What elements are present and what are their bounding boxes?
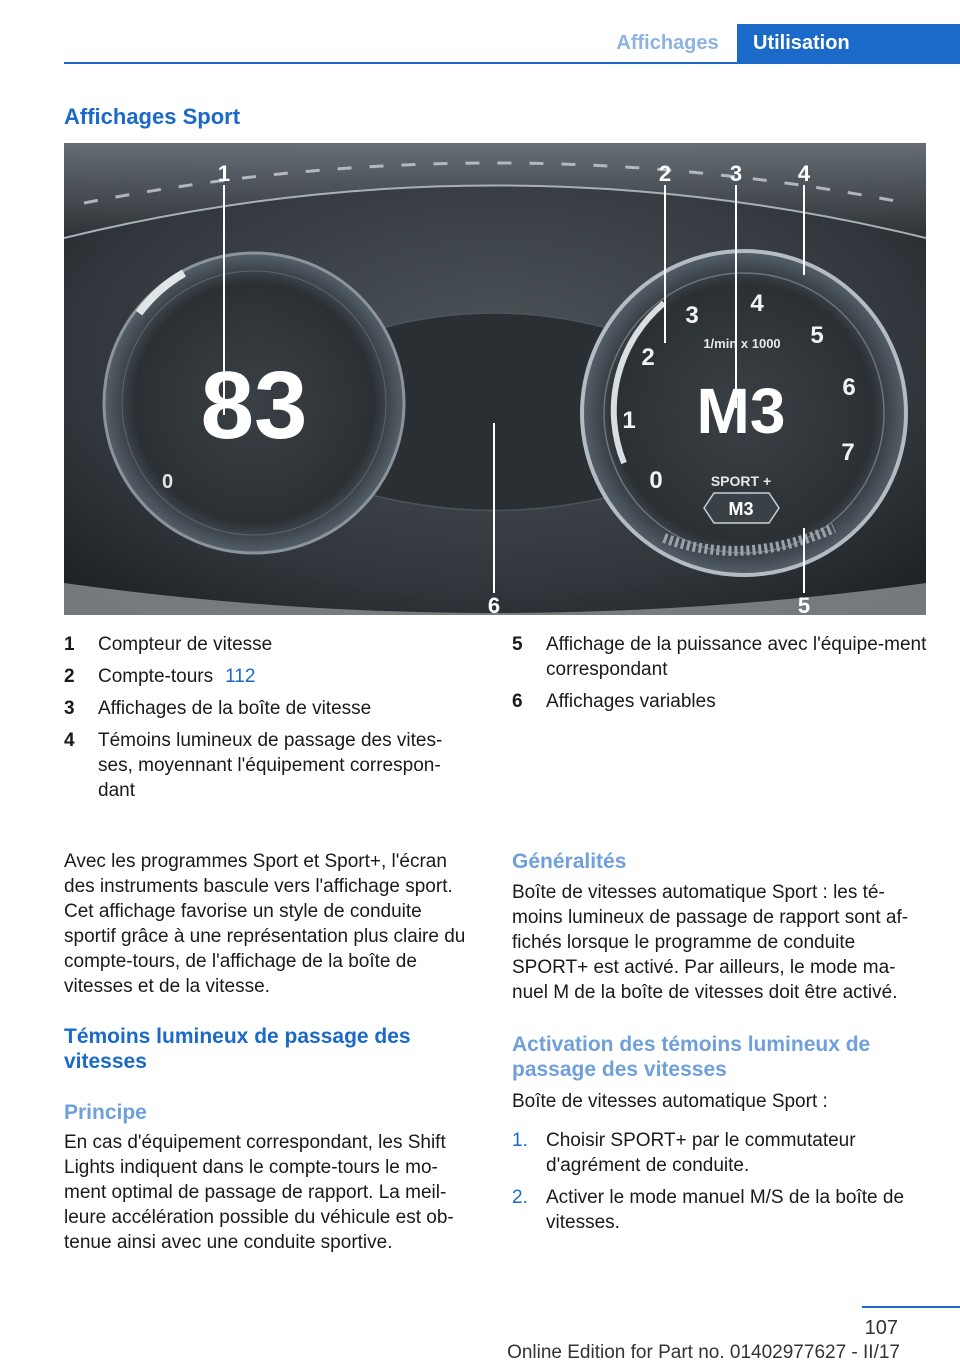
gear-value: M3	[696, 375, 786, 447]
legend-number: 6	[512, 691, 523, 712]
legend-text: Affichages de la boîte de vitesse	[98, 698, 372, 719]
tach-label-5: 5	[810, 322, 824, 349]
page-reference-link[interactable]: 112	[225, 666, 256, 687]
tach-label-6: 6	[842, 374, 856, 401]
intro-paragraph: Avec les programmes Sport et Sport+, l'écran des instruments bascule vers l'affichage sport. Cet affichage favorise un style de conduite sportif grâce à une représentation plus claire du compte-tours, de l'affichage de la boîte de vitesses et de la vitesse.	[64, 851, 466, 997]
legend-item-4	[64, 728, 464, 803]
footer-rule	[862, 1306, 960, 1308]
legend-text: Affichages variables	[546, 691, 716, 712]
tach-label-4: 4	[750, 290, 764, 317]
legend-text: Compteur de vitesse	[98, 634, 273, 655]
legend-text	[98, 664, 464, 689]
legend-text: Témoins lumineux de passage des vites-ses, moyennant l'équipement correspon-dant	[98, 730, 443, 801]
legend-number: 5	[512, 634, 523, 655]
legend-number: 4	[64, 730, 75, 751]
callout-5: 5	[797, 593, 811, 615]
legend-item-2	[64, 664, 464, 689]
heading-principe: Principe	[64, 1101, 147, 1124]
tach-label-1: 1	[622, 407, 636, 434]
legend-item-5	[512, 632, 930, 682]
generalites-paragraph: Boîte de vitesses automatique Sport : les té-moins lumineux de passage de rapport sont af-fichés lorsque le programme de conduite SPORT+ est activé. Par ailleurs, le mode ma-nuel M de la boîte de vitesses doit être activé.	[512, 882, 909, 1003]
legend-number: 3	[64, 698, 75, 719]
tach-label-2: 2	[641, 344, 655, 371]
step-number: 1.	[512, 1130, 528, 1151]
section-title: Affichages Sport	[64, 104, 241, 129]
principe-paragraph: En cas d'équipement correspondant, les Shift Lights indiquent dans le compte-tours le mo-ment optimal de passage de rapport. La meil-leure accélération possible du véhicule est ob-tenue ainsi avec une conduite sportive.	[64, 1132, 454, 1253]
callout-3: 3	[729, 161, 743, 186]
callout-1: 1	[217, 161, 231, 186]
legend-text: Affichage de la puissance avec l'équipe-ment correspondant	[546, 634, 927, 680]
step-item-2	[512, 1185, 930, 1235]
tach-label-7: 7	[841, 439, 855, 466]
speed-value: 83	[200, 352, 308, 459]
tach-label-3: 3	[685, 302, 699, 329]
step-number: 2.	[512, 1187, 528, 1208]
legend-number: 2	[64, 666, 75, 687]
gear-badge: M3	[728, 499, 754, 519]
sport-mode-label: SPORT +	[710, 473, 772, 489]
page-number: 107	[864, 1317, 898, 1339]
legend-item-3	[64, 696, 464, 721]
speed-zero-label: 0	[162, 471, 174, 493]
header-tab-utilisation[interactable]: Utilisation	[737, 24, 960, 62]
step-item-1	[512, 1128, 930, 1178]
callout-2: 2	[658, 161, 672, 186]
step-text: Activer le mode manuel M/S de la boîte de vitesses.	[546, 1187, 905, 1233]
legend-item-6	[512, 689, 930, 714]
rpm-unit-label: 1/min x 1000	[703, 336, 781, 351]
tach-label-0: 0	[649, 467, 663, 494]
edition-note: Online Edition for Part no. 01402977627 - II/17	[507, 1342, 900, 1363]
legend-label: Compte-tours	[98, 666, 214, 687]
activation-intro: Boîte de vitesses automatique Sport :	[512, 1091, 828, 1112]
instrument-cluster-figure	[64, 143, 926, 615]
legend-number: 1	[64, 634, 75, 655]
callout-6: 6	[487, 593, 501, 615]
heading-shift-lights: Témoins lumineux de passage des vitesses	[64, 1025, 411, 1073]
callout-4: 4	[797, 161, 811, 186]
legend-item-1	[64, 632, 464, 657]
header-rule	[64, 62, 960, 64]
step-text: Choisir SPORT+ par le commutateur d'agrément de conduite.	[546, 1130, 856, 1176]
heading-activation: Activation des témoins lumineux de passage des vitesses	[512, 1033, 871, 1081]
heading-generalites: Généralités	[512, 850, 627, 873]
header-tab-affichages[interactable]: Affichages	[616, 31, 719, 54]
